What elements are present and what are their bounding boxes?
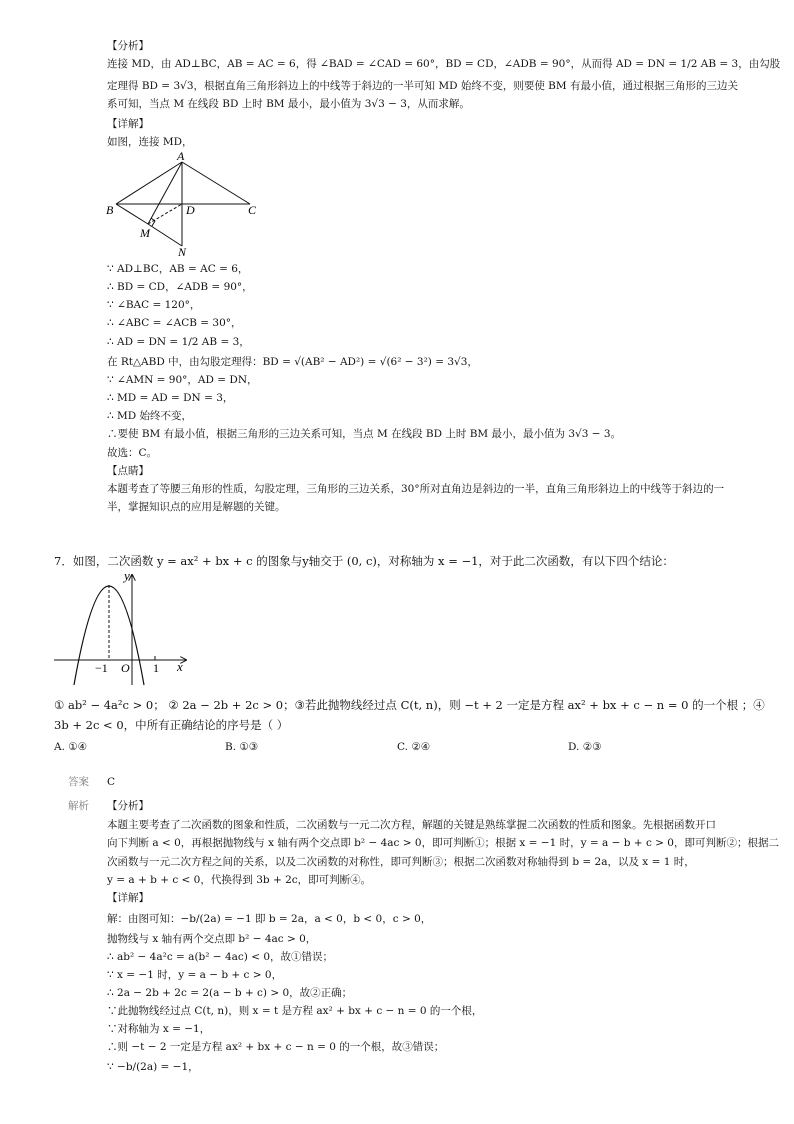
y-axis-label: y [124, 568, 130, 583]
detail-line: ∵对称轴为 x = −1， [107, 1023, 211, 1035]
detail-step: ∴ AD = DN = 1/2 AB = 3， [107, 336, 250, 348]
analysis-line: 次函数与一元二次方程之间的关系，以及二次函数的对称性，即可判断③；根据二次函数对称轴得到 b = 2a，以及 x = 1 时， [107, 856, 695, 868]
detail-step: ∵ ∠BAC = 120°， [107, 299, 201, 311]
detail-line: ∴则 −t − 2 一定是方程 ax² + bx + c − n = 0 的一个根，故③错误； [107, 1041, 445, 1053]
detail-line: ∵ −b/(2a) = −1， [107, 1061, 199, 1073]
option-a[interactable]: A. ①④ [54, 741, 88, 753]
analysis-heading: 【分析】 [107, 800, 149, 812]
tick-neg1: −1 [95, 661, 108, 675]
label-M: M [140, 226, 150, 240]
question-stem: 7．如图，二次函数 y = ax² + bx + c 的图象与y轴交于 (0, c)，对称轴为 x = −1，对于此二次函数，有以下四个结论： [54, 554, 674, 568]
triangle-figure [104, 148, 264, 258]
option-b[interactable]: B. ①③ [225, 741, 259, 753]
label-C: C [248, 203, 257, 217]
detail-line: 抛物线与 x 轴有两个交点即 b² − 4ac > 0， [107, 933, 317, 945]
label-N: N [178, 245, 187, 258]
point-line: 本题考查了等腰三角形的性质，勾股定理，三角形的三边关系，30°所对直角边是斜边的一半，直角三角形斜边上的中线等于斜边的一 [107, 483, 725, 495]
conclusions-line: ① ab² − 4a²c > 0； ② 2a − 2b + 2c > 0；③若此抛物线经过点 C(t, n)，则 −t + 2 一定是方程 ax² + bx + c − n = 0 的一个根 ；④ [54, 698, 765, 712]
analysis-line: 连接 MD，由 AD⊥BC，AB = AC = 6，得 ∠BAD = ∠CAD = 60°，BD = CD，∠ADB = 90°，从而得 AD = DN = 1/2 AB = 3，由勾股 [107, 58, 781, 70]
answer-value: C [107, 776, 116, 788]
parabola-graph [52, 567, 194, 687]
analysis-line: 系可知，当点 M 在线段 BD 上时 BM 最小，最小值为 3√3 − 3，从而求解。 [107, 98, 470, 110]
detail-heading: 【详解】 [107, 118, 149, 130]
detail-intro: 如图，连接 MD， [107, 136, 193, 148]
x-axis-label: x [177, 659, 183, 674]
detail-line: ∵ x = −1 时，y = a − b + c > 0， [107, 969, 283, 981]
option-d[interactable]: D. ②③ [568, 741, 602, 753]
label-B: B [106, 203, 114, 217]
tick-1: 1 [153, 661, 159, 675]
detail-step: ∵ ∠AMN = 90°，AD = DN， [107, 374, 258, 386]
detail-line: ∵此抛物线经过点 C(t, n)，则 x = t 是方程 ax² + bx + c − n = 0 的一个根， [107, 1005, 483, 1017]
detail-line: ∴ 2a − 2b + 2c = 2(a − b + c) > 0，故②正确； [107, 987, 353, 999]
label-A: A [177, 149, 185, 163]
conclusions-line: 3b + 2c < 0，中所有正确结论的序号是（ ） [54, 718, 289, 732]
detail-line: 解：由图可知：−b/(2a) = −1 即 b = 2a，a < 0，b < 0，c > 0， [107, 913, 432, 925]
detail-step: ∴ BD = CD，∠ADB = 90°， [107, 281, 253, 293]
analysis-label: 解析 [68, 800, 89, 812]
point-line: 半，掌握知识点的应用是解题的关键。 [107, 501, 286, 513]
detail-heading: 【详解】 [107, 892, 149, 904]
answer-label: 答案 [68, 776, 89, 788]
detail-step: ∵ AD⊥BC，AB = AC = 6， [107, 263, 249, 275]
detail-step: 在 Rt△ABD 中，由勾股定理得：BD = √(AB² − AD²) = √(6² − 3²) = 3√3， [107, 356, 478, 368]
analysis-line: 本题主要考查了二次函数的图象和性质，二次函数与一元二次方程，解题的关键是熟练掌握二次函数的性质和图象。先根据函数开口 [107, 819, 716, 831]
label-D: D [186, 203, 195, 217]
detail-step: ∴ ∠ABC = ∠ACB = 30°， [107, 317, 242, 329]
analysis-heading: 【分析】 [107, 40, 149, 52]
detail-step: 故选：C。 [107, 447, 158, 459]
analysis-line: y = a + b + c < 0，代换得到 3b + 2c，即可判断④。 [107, 874, 372, 886]
option-c[interactable]: C. ②④ [397, 741, 431, 753]
detail-step: ∴要使 BM 有最小值，根据三角形的三边关系可知，当点 M 在线段 BD 上时 BM 最小，最小值为 3√3 − 3。 [107, 428, 622, 440]
detail-step: ∴ MD = AD = DN = 3， [107, 392, 234, 404]
analysis-line: 向下判断 a < 0，再根据抛物线与 x 轴有两个交点即 b² − 4ac > 0，即可判断①；根据 x = −1 时，y = a − b + c > 0，即可判断②；根据二 [107, 837, 779, 849]
origin-label: O [121, 661, 130, 675]
point-heading: 【点睛】 [107, 465, 149, 477]
detail-step: ∴ MD 始终不变， [107, 410, 193, 422]
detail-line: ∴ ab² − 4a²c = a(b² − 4ac) < 0，故①错误； [107, 951, 334, 963]
analysis-line: 定理得 BD = 3√3，根据直角三角形斜边上的中线等于斜边的一半可知 MD 始终不变，则要使 BM 有最小值，通过根据三角形的三边关 [107, 80, 738, 92]
